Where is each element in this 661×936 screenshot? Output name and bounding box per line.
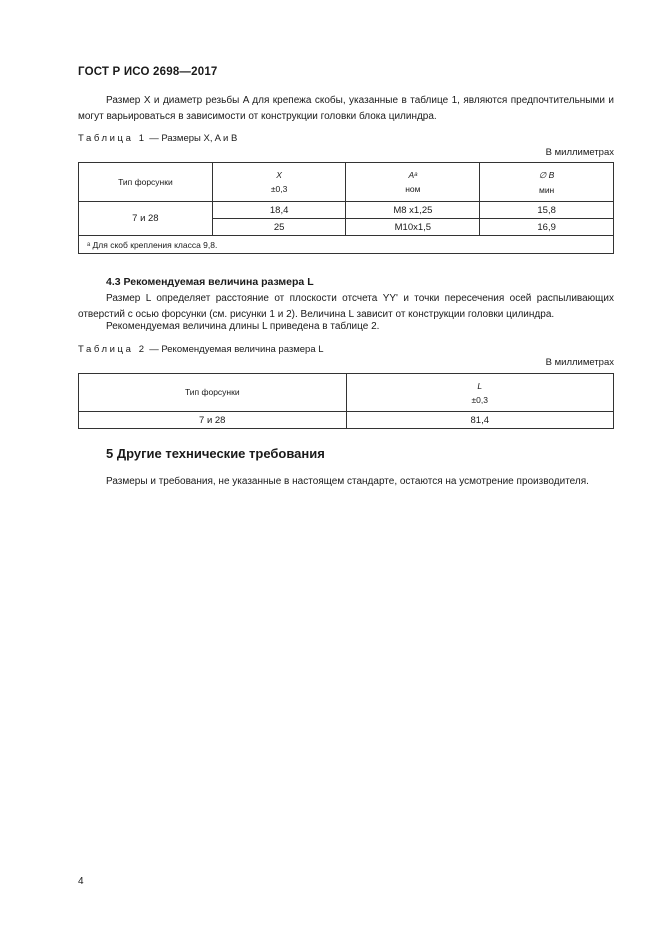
page-header: ГОСТ Р ИСО 2698—2017 — [78, 66, 218, 78]
table2-caption-rest: — Рекомендуемая величина размера L — [146, 344, 324, 355]
table-row — [79, 202, 614, 219]
table2-units: В миллиметрах — [545, 357, 614, 368]
intro-paragraph — [78, 93, 614, 125]
table1-footnote: ᵃ Для скоб крепления класса 9,8. — [79, 236, 614, 254]
table-row — [79, 412, 614, 429]
table1-cell-type: 7 и 28 — [79, 202, 213, 236]
table2-caption-prefix: Таблица 2 — [78, 344, 147, 355]
table1-cell-x: 18,4 — [212, 202, 346, 219]
table1-header-type: Тип форсунки — [79, 163, 213, 202]
section-4-3-paragraph-2 — [78, 319, 614, 335]
table1-cell-b: 15,8 — [480, 202, 614, 219]
table1-caption — [78, 133, 237, 144]
section-4-3-heading: 4.3 Рекомендуемая величина размера L — [106, 276, 314, 288]
table2-header-type: Тип форсунки — [79, 374, 347, 412]
section-5-heading: 5 Другие технические требования — [106, 446, 325, 461]
table1-caption-rest: — Размеры X, A и B — [146, 133, 238, 144]
table2-caption — [78, 344, 324, 355]
table1-footnote-row — [79, 236, 614, 254]
table2-header-l: L ±0,3 — [346, 374, 613, 412]
section-4-3-paragraph-1-text: Размер L определяет расстояние от плоскости отсчета YY' и точки пересечения осей распыливающих отверстий с осью форсунки (см. рисунки 1 и 2). Величина L зависит от конструкции головки цилиндра. — [78, 293, 614, 320]
intro-paragraph-text: Размер X и диаметр резьбы A для крепежа скобы, указанные в таблице 1, являются предпочтительными и могут варьироваться в зависимости от конструкции головки блока цилиндра. — [78, 95, 614, 122]
table2-cell-l: 81,4 — [346, 412, 613, 429]
table1-cell-x: 25 — [212, 219, 346, 236]
table1-header-row — [79, 163, 614, 202]
table1-cell-a: M8 x1,25 — [346, 202, 480, 219]
table1-caption-prefix: Таблица 1 — [78, 133, 147, 144]
table1-units: В миллиметрах — [545, 147, 614, 158]
table1-header-a: Aᵃ ном — [346, 163, 480, 202]
section-5-paragraph-text: Размеры и требования, не указанные в настоящем стандарте, остаются на усмотрение производителя. — [106, 476, 589, 487]
table1-cell-b: 16,9 — [480, 219, 614, 236]
table1-header-b: ∅ B мин — [480, 163, 614, 202]
table2-cell-type: 7 и 28 — [79, 412, 347, 429]
page-number: 4 — [78, 876, 84, 887]
table1 — [78, 162, 614, 254]
table2-header-row — [79, 374, 614, 412]
table2 — [78, 373, 614, 429]
table1-cell-a: M10x1,5 — [346, 219, 480, 236]
section-4-3-paragraph-2-text: Рекомендуемая величина длины L приведена в таблице 2. — [106, 321, 380, 332]
table1-header-x: X ±0,3 — [212, 163, 346, 202]
section-5-paragraph — [78, 474, 614, 490]
